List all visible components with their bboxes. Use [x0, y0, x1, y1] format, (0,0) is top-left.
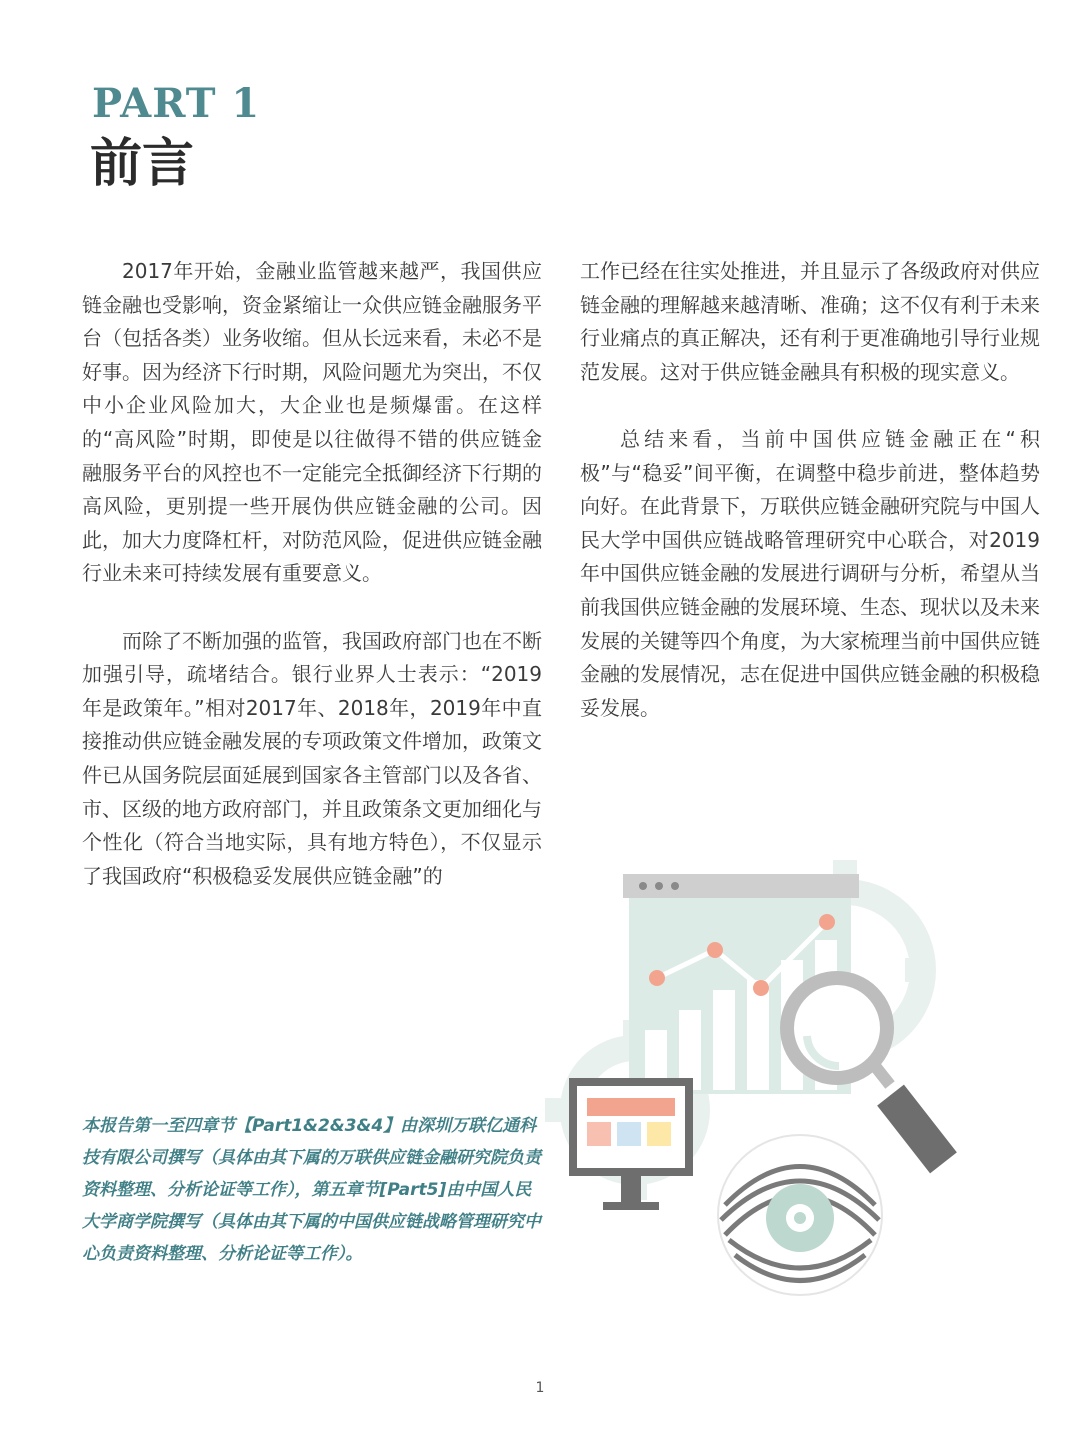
page-title: 前言 [90, 134, 195, 194]
part-label: PART 1 [92, 80, 261, 127]
right-column [580, 255, 1040, 725]
paragraph-1: 2017年开始，金融业监管越来越严，我国供应链金融也受影响，资金紧缩让一众供应链金融服务平台（包括各类）业务收缩。但从长远来看，未必不是好事。因为经济下行时期，风险问题尤为突出，不仅中小企业风险加大，大企业也是频爆雷。在这样的“高风险”时期，即使是以往做得不错的供应链金融服务平台的风控也不一定能完全抵御经济下行期的高风险，更别提一些开展伪供应链金融的公司。因此，加大力度降杠杆，对防范风险，促进供应链金融行业未来可持续发展有重要意义。 [82, 259, 542, 586]
paragraph-3: 总结来看，当前中国供应链金融正在“积极”与“稳妥”间平衡，在调整中稳步前进，整体趋势向好。在此背景下，万联供应链金融研究院与中国人民大学中国供应链战略管理研究中心联合，对2019年中国供应链金融的发展进行调研与分析，希望从当前我国供应链金融的发展环境、生态、现状以及未来发展的关键等四个角度，为大家梳理当前中国供应链金融的发展情况，志在促进中国供应链金融的积极稳妥发展。 [580, 426, 1040, 720]
eye-icon [718, 1135, 882, 1295]
paragraph-2-continued: 工作已经在往实处推进，并且显示了各级政府对供应链金融的理解越来越清晰、准确；这不仅有利于未来行业痛点的真正解决，还有利于更准确地引导行业规范发展。这对于供应链金融具有积极的现实意义。 [580, 259, 1040, 384]
left-column [82, 255, 542, 893]
page-number: 1 [535, 1380, 545, 1396]
illustration [545, 860, 1015, 1300]
monitor-icon [573, 1082, 689, 1210]
authorship-note: 本报告第一至四章节【Part1&2&3&4】由深圳万联亿通科技有限公司撰写（具体由其下属的万联供应链金融研究院负责资料整理、分析论证等工作），第五章节[Part5]由中国人民大学商学院撰写（具体由其下属的中国供应链战略管理研究中心负责资料整理、分析论证等工作）。 [82, 1116, 541, 1264]
paragraph-2: 而除了不断加强的监管，我国政府部门也在不断加强引导，疏堵结合。银行业界人士表示：“2019年是政策年。”相对2017年、2018年，2019年中直接推动供应链金融发展的专项政策文件增加，政策文件已从国务院层面延展到国家各主管部门以及各省、市、区级的地方政府部门，并且政策条文更加细化与个性化（符合当地实际，具有地方特色），不仅显示了我国政府“积极稳妥发展供应链金融”的 [82, 628, 542, 888]
